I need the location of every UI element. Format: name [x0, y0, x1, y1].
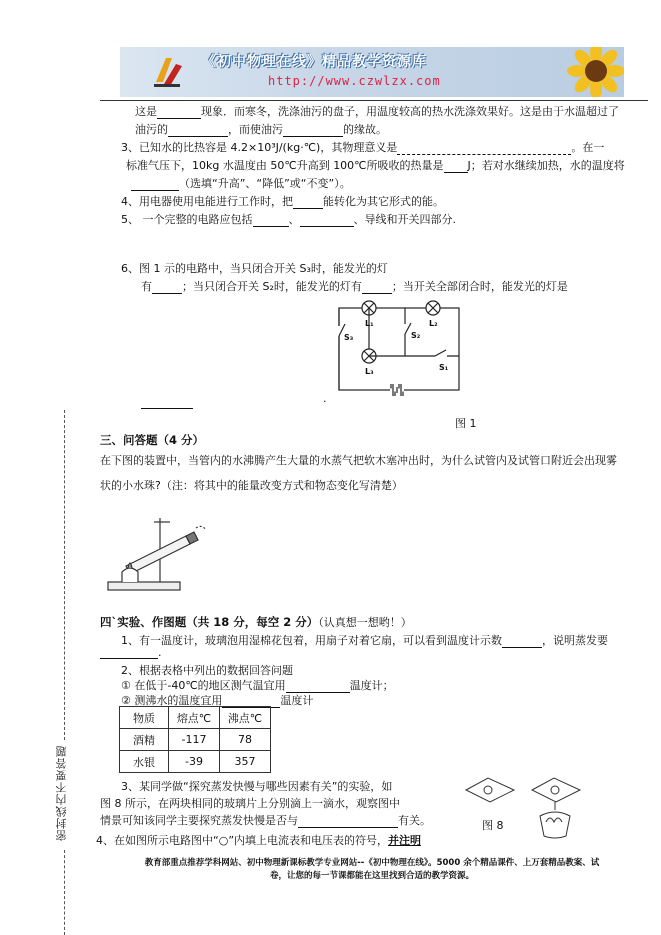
q3-line2: 标准气压下，10kg 水温度由 50℃升高到 100℃所吸收的热量是 J；若对水继续加热，水的温度将 — [126, 159, 625, 172]
q4-line: 4、用电器使用电能进行工作时，把 能转化为其它形式的能。 — [121, 195, 444, 208]
q5-line: 5、 一个完整的电路应包括 、 、导线和开关四部分. — [121, 213, 456, 226]
sec4-q2-item1: ① 在低于-40℃的地区测气温宜用 温度计； — [121, 679, 394, 692]
q6-line1: 6、图 1 示的电路中，当只闭合开关 S₃时，能发光的灯 — [121, 262, 388, 275]
sec4-q1-line2: . — [100, 646, 162, 659]
footer-line2: 卷，让您的每一节课都能在这里找到合适的教学资源。 — [269, 871, 474, 881]
label-l1: L₁ — [365, 319, 374, 328]
seal-line-lower — [64, 850, 65, 935]
label-s2: S₂ — [411, 331, 421, 340]
table-cell: 357 — [220, 751, 271, 773]
label-l2: L₂ — [429, 319, 438, 328]
table-header-cell: 沸点℃ — [220, 707, 271, 729]
section3-line1: 在下图的装置中，当管内的水沸腾产生大量的水蒸气把软木塞冲出时，为什么试管内及试管口附近会出现雾 — [100, 454, 617, 467]
sec4-q3-line2: 图 8 所示，在两块相同的玻璃片上分别滴上一滴水，观察图中 — [100, 797, 400, 810]
q6-period: . — [323, 392, 327, 405]
section4-heading: 四`实验、作图题（共 18 分，每空 2 分）（认真想一想哟！） — [100, 615, 412, 629]
steam-apparatus-illustration — [100, 500, 210, 596]
fig1-label: 图 1 — [455, 417, 477, 430]
table-cell: -39 — [169, 751, 220, 773]
table-header-row — [120, 707, 271, 729]
label-l3: L₃ — [365, 367, 374, 376]
table-cell: 水银 — [120, 751, 169, 773]
sec4-q4-line: 4、在如图所示电路图中“○”内填上电流表和电压表的符号，并注明 — [96, 834, 422, 847]
label-s3: S₃ — [344, 333, 354, 342]
q6-line2: 有 ；当只闭合开关 S₂时，能发光的灯有 ；当开关全部闭合时，能发光的灯是 — [141, 280, 568, 293]
q2-line2: 油污的 ，而使油污 的缘故。 — [135, 123, 387, 136]
q6-answer-blank — [141, 396, 193, 409]
sec4-q3-line3: 情景可知该同学主要探究蒸发快慢是否与 有关。 — [100, 814, 431, 827]
melting-boiling-table — [119, 706, 271, 773]
q2-line1: 这是 现象．而寒冬，洗涤油污的盘子，用温度较高的热水洗涤效果好。这是由于水温超过了 — [135, 105, 619, 118]
table-cell: 酒精 — [120, 729, 169, 751]
table-cell: 78 — [220, 729, 271, 751]
circuit-diagram-fig1 — [325, 298, 475, 398]
seal-line-upper — [64, 410, 65, 740]
header-banner — [120, 47, 624, 97]
sunflower-icon — [566, 47, 624, 97]
table-cell: -117 — [169, 729, 220, 751]
label-s1: S₁ — [439, 363, 449, 372]
sec4-q2-title: 2、根据表格中列出的数据回答问题 — [121, 664, 293, 677]
table-header-cell: 物质 — [120, 707, 169, 729]
sec4-q1-line1: 1、有一温度计，玻璃泡用湿棉花包着，用扇子对着它扇，可以看到温度计示数 ，说明蒸发要 — [121, 634, 608, 647]
sec4-q3-line1: 3、某同学做“探究蒸发快慢与哪些因素有关”的实验，如 — [121, 780, 393, 793]
banner-title: 《初中物理在线》精品教学资源库 — [202, 54, 427, 70]
q3-line3: （选填“升高”、“降低”或“不变”）。 — [131, 175, 351, 191]
table-row — [120, 751, 271, 773]
header-rule — [100, 100, 648, 101]
table-row — [120, 729, 271, 751]
logo-icon — [150, 54, 186, 90]
fig8-label: 图 8 — [482, 819, 504, 832]
table-header-cell: 熔点℃ — [169, 707, 220, 729]
seal-line-text: 密封线内不要答题 — [55, 745, 68, 841]
sec4-q2-item2: ② 测沸水的温度宜用 温度计 — [121, 694, 314, 707]
section3-heading: 三、问答题（4 分） — [100, 433, 205, 447]
footer-line1: 教育部重点推荐学科网站、初中物理新课标教学专业网站--《初中物理在线》。5000 余个精品课件、上万套精品教案、试 — [144, 858, 600, 868]
section3-line2: 状的小水珠?（注：将其中的能量改变方式和物态变化写清楚） — [100, 479, 403, 492]
q3-line1: 3、已知水的比热容是 4.2×10³J/(kg·℃)，其物理意义是 。在一 — [121, 141, 605, 154]
banner-url[interactable]: http://www.czwlzx.com — [268, 74, 441, 88]
